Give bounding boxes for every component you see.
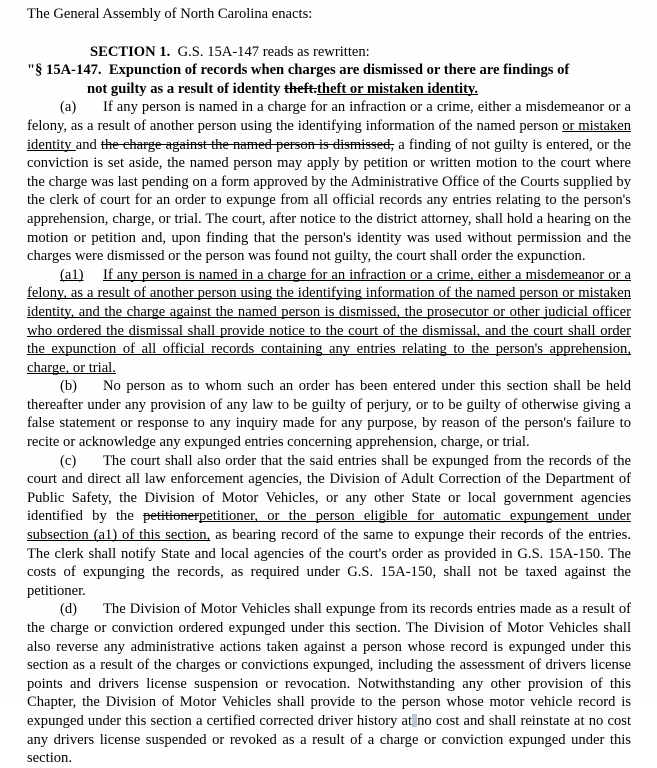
body-text-run: If any person is named in a charge for an infraction or a crime, either a misdemeanor or a felony, as a result of another person using the identifying information of the named person (27, 99, 631, 134)
statute-title-deleted-text: theft. (284, 80, 317, 97)
statute-paragraph-a1 (27, 266, 631, 378)
paragraph-marker-b: (b) (60, 378, 78, 395)
enacting-clause: The General Assembly of North Carolina enacts: (27, 6, 313, 22)
body-text-run: No person as to whom such an order has been entered under this section shall be held thereafter under any provision of any law to be guilty of perjury, or to be guilty of otherwise giving a false statement or response to any inquiry made for any purpose, by reason of the person's failure to recite or acknowledge any expunged entries concerning apprehension, charge, or trial. (27, 378, 631, 451)
inserted-text-run: petitioner, or the person eligible for automatic expungement under subsection (a1) of this section, (27, 508, 631, 544)
section-heading-space (170, 44, 177, 60)
statute-title-line2-prefix: not guilty as a result of identity (87, 80, 285, 97)
statute-citation: "§ 15A-147. (27, 62, 102, 79)
inserted-text-run: or mistaken identity (27, 117, 631, 153)
statute-title-space (102, 62, 109, 78)
body-text-run: as bearing record of the same to expunge their records of the entries. The clerk shall notify State and local agencies of the court's order as provided in G.S. 15A-150. The costs of expunging the records, as required under G.S. 15A-150, shall not be taxed against the petitioner. (27, 527, 631, 599)
statute-paragraph-a (27, 98, 631, 265)
body-text-run: a finding of not guilty is entered, or the conviction is set aside, the named person may apply by petition or written motion to the court where the charge was last pending on a form approved by the Administrative Office of the Courts supplied by the clerk of court for an order to expunge from all official records any entries relating to the person's apprehension, charge, or trial. The court, after notice to the district attorney, shall hold a hearing on the motion or petition and, upon finding that the person's identity was used without permission and the charges were dismissed or the person was found not guilty, the court shall order the expunction. (27, 136, 631, 265)
section-label: SECTION 1. (90, 43, 171, 60)
statute-title-line1: Expunction of records when charges are dismissed or there are findings of (108, 62, 570, 79)
statute-paragraph-list (27, 98, 631, 767)
statute-paragraph-d (27, 600, 631, 767)
deleted-text-run: petitioner (143, 508, 200, 525)
paragraph-marker-a: (a) (60, 99, 77, 116)
body-text-run: The Division of Motor Vehicles shall expunge from its records entries made as a result of the charge or conviction ordered expunged under this section. The Division of Motor Vehicles shall also reverse any administrative actions taken against a person whose record is expunged under this section as a result of the charges or convictions expunged, including the assessment of drivers license points and drivers license suspension or revocation. Notwithstanding any other provision of this Chapter, the Division of Motor Vehicles shall provide to the person whose motor vehicle record is expunged under this section a certified corrected driver history at (27, 601, 631, 729)
section-heading (27, 43, 631, 62)
paragraph-marker-a1: (a1) (60, 266, 84, 283)
body-text-run: no cost and shall reinstate at no cost any drivers license suspended or revoked as a result of a charge or conviction expunged under this section. (27, 712, 631, 767)
statute-paragraph-c (27, 452, 631, 601)
body-text-run: and (75, 136, 101, 153)
statute-paragraph-b (27, 377, 631, 451)
deleted-text-run: the charge against the named person is dismissed, (100, 136, 395, 153)
document-text-body (27, 5, 631, 768)
section-heading-text: G.S. 15A-147 reads as rewritten: (177, 43, 370, 60)
statute-title-inserted-text: theft or mistaken identity. (317, 80, 479, 97)
body-text-run: The court shall also order that the said entries shall be expunged from the records of the court and direct all law enforcement agencies, the Division of Adult Correction of the Department of Public Safety, the Division of Motor Vehicles, or any other State or local government agencies identified by the (27, 452, 631, 525)
paragraph-marker-c: (c) (60, 452, 77, 469)
statute-title (27, 61, 631, 98)
paragraph-marker-d: (d) (60, 601, 78, 618)
body-text-run: If any person is named in a charge for an infraction or a crime, either a misdemeanor or a felony, as a result of another person using the identifying information of the named person or mistaken identity, and the charge against the named person is dismissed, the prosecutor or other judicial officer who ordered the dismissal shall provide notice to the court of the dismissal, and the court shall order the expunction of all official records containing any entries relating to the person's apprehension, charge, or trial. (27, 266, 631, 376)
statute-title-line2 (27, 80, 631, 99)
